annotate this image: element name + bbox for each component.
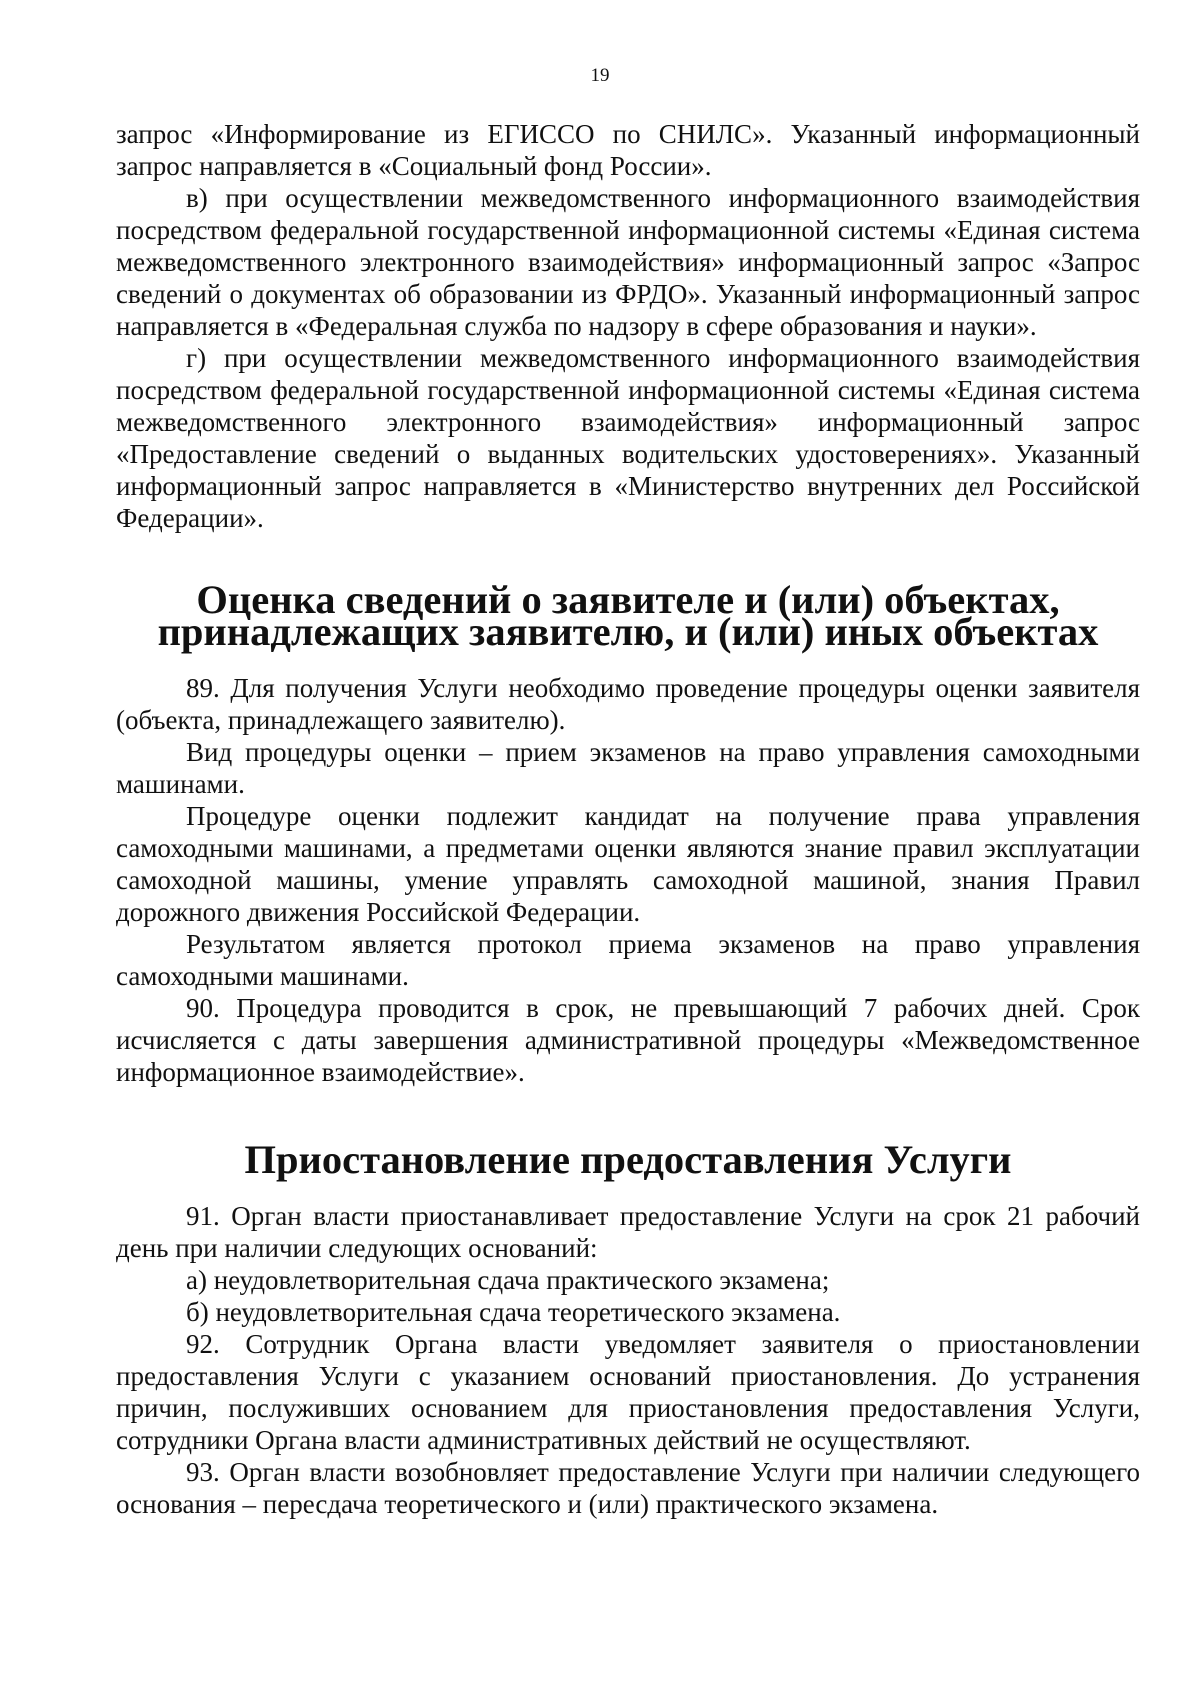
paragraph-evaluation-result: Результатом является протокол приема экзаменов на право управления самоходными машинами. <box>116 929 1140 991</box>
section-heading-evaluation: Оценка сведений о заявителе и (или) объектах, принадлежащих заявителю, и (или) иных объектах <box>157 577 1099 654</box>
paragraph-item-v: в) при осуществлении межведомственного информационного взаимодействия посредством федеральной государственной информационной системы «Единая система межведомственного электронного взаимодействия» информационный запрос «Запрос сведений о документах об образовании из ФРДО». Указанный информационный запрос направляется в «Федеральная служба по надзору в сфере образования и науки». <box>116 183 1140 341</box>
paragraph-93: 93. Орган власти возобновляет предоставление Услуги при наличии следующего основания – пересдача теоретического и (или) практического экзамена. <box>116 1457 1140 1519</box>
paragraph-evaluation-type: Вид процедуры оценки – прием экзаменов на право управления самоходными машинами. <box>116 737 1140 799</box>
document-body <box>116 118 1140 1520</box>
paragraph-90: 90. Процедура проводится в срок, не превышающий 7 рабочих дней. Срок исчисляется с даты завершения административной процедуры «Межведомственное информационное взаимодействие». <box>116 993 1140 1087</box>
paragraph-evaluation-subject: Процедуре оценки подлежит кандидат на получение права управления самоходными машинами, а предметами оценки являются знание правил эксплуатации самоходной машины, умение управлять самоходной машиной, знания Правил дорожного движения Российской Федерации. <box>116 801 1140 927</box>
section-heading-suspension: Приостановление предоставления Услуги <box>244 1137 1012 1182</box>
page-number: 19 <box>590 65 610 86</box>
paragraph-89: 89. Для получения Услуги необходимо проведение процедуры оценки заявителя (объекта, принадлежащего заявителю). <box>116 673 1140 735</box>
paragraph-item-g: г) при осуществлении межведомственного информационного взаимодействия посредством федеральной государственной информационной системы «Единая система межведомственного электронного взаимодействия» информационный запрос «Предоставление сведений о выданных водительских удостоверениях». Указанный информационный запрос направляется в «Министерство внутренних дел Российской Федерации». <box>116 343 1140 533</box>
paragraph-item-b: б) неудовлетворительная сдача теоретического экзамена. <box>186 1297 841 1327</box>
paragraph-92: 92. Сотрудник Органа власти уведомляет заявителя о приостановлении предоставления Услуги с указанием оснований приостановления. До устранения причин, послуживших основанием для приостановления предоставления Услуги, сотрудники Органа власти административных действий не осуществляют. <box>116 1329 1140 1455</box>
paragraph-91: 91. Орган власти приостанавливает предоставление Услуги на срок 21 рабочий день при наличии следующих оснований: <box>116 1201 1140 1263</box>
paragraph-continuation: запрос «Информирование из ЕГИССО по СНИЛС». Указанный информационный запрос направляется в «Социальный фонд России». <box>116 119 1140 181</box>
paragraph-item-a: а) неудовлетворительная сдача практического экзамена; <box>186 1265 830 1295</box>
